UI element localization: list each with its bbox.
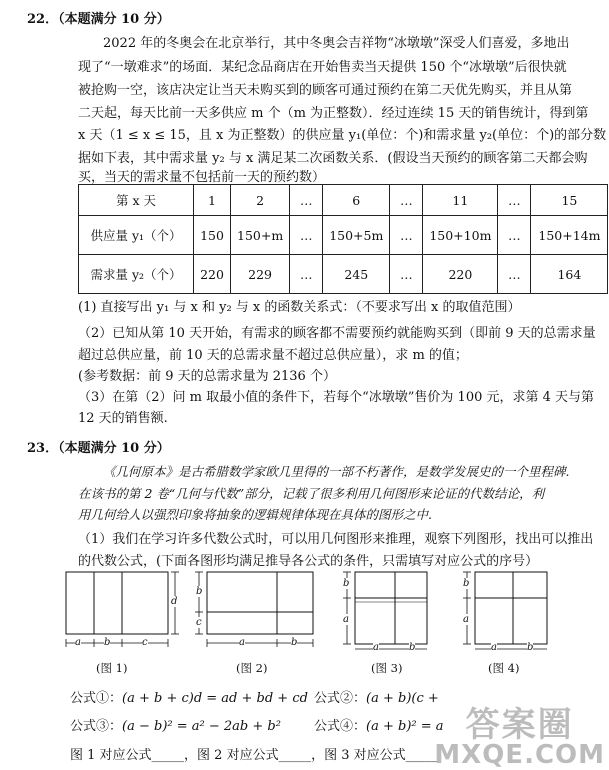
fig1-label-c: c (142, 637, 148, 648)
q23-intro-3: 用几何给人以强烈印象将抽象的逻辑规律体现在具体的图形之中. (78, 507, 432, 522)
q22-line-6: 据如下表，其中需求量 y₂ 与 x 满足某二次函数关系．(假设当天预约的顾客第二天都会购 (78, 151, 588, 166)
table-cell: 220 (194, 255, 231, 294)
fig3-label-b-left: b (343, 578, 350, 589)
fig3-label-a-left: a (343, 614, 349, 625)
formula-4-label: 公式④： (314, 719, 367, 734)
formula-4 (314, 715, 444, 734)
table-cell: 229 (231, 255, 290, 294)
fig2-label-b-left: b (196, 586, 203, 597)
fig4-label-a-bottom: a (491, 642, 497, 653)
fig2-caption: (图 2) (236, 661, 268, 675)
watermark-title: 答案圈 (465, 705, 574, 745)
q22-question-2c: (参考数据：前 9 天的总需求量为 2136 个） (78, 369, 336, 384)
formula-2-label: 公式②： (314, 691, 367, 706)
table-cell: 11 (423, 185, 498, 216)
table-row (79, 185, 608, 216)
formula-3-expression: (a − b)² = a² − 2ab + b² (122, 719, 281, 734)
table-cell: 245 (323, 255, 390, 294)
q22-question-3b: 12 天的销售额. (78, 411, 168, 426)
figure-2 (193, 568, 323, 650)
fig2-label-a-bottom: a (239, 637, 245, 648)
table-cell: 供应量 y₁（个） (79, 216, 194, 255)
figure-1 (60, 568, 185, 650)
table-cell: 2 (231, 185, 290, 216)
q22-line-5: x 天（1 ≤ x ≤ 15，且 x 为正整数）的供应量 y₁(单位：个)和需求量 y₂(单位：个)的部分数 (78, 128, 607, 143)
q22-line-2: 现了“一墩难求”的场面．某纪念品商店在开始售卖当天提供 150 个“冰墩墩”后很快就 (78, 60, 567, 75)
fig4-caption: (图 4) (488, 661, 520, 675)
table-row (79, 216, 608, 255)
table-cell: … (498, 255, 531, 294)
fig1-label-a: a (75, 637, 81, 648)
q22-line-3: 被抢购一空，该店决定让当天未购买到的顾客可通过预约在第二天优先购买，并且从第 (78, 83, 573, 98)
watermark-url: MXQE.COM (434, 740, 605, 770)
watermark (434, 705, 605, 770)
table-cell: … (290, 255, 323, 294)
q22-line-4: 二天起，每天比前一天多供应 m 个（m 为正整数）．经过连续 15 天的销售统计，得到第 (78, 106, 589, 121)
fig3-label-b-bottom: b (409, 642, 416, 653)
q23-part1-2: 的代数公式，(下面各图形均满足推导各公式的条件，只需填写对应公式的序号） (78, 554, 539, 569)
figure-3 (337, 568, 437, 652)
table-cell: 220 (423, 255, 498, 294)
fig2-label-b-bottom: b (291, 637, 298, 648)
formula-2 (314, 687, 439, 706)
fig4-label-b-left: b (463, 578, 470, 589)
q22-line-7: 买，当天的需求量不包括前一天的预约数） (78, 170, 326, 185)
table-cell: … (290, 185, 323, 216)
table-cell: … (390, 255, 423, 294)
fig1-label-d: d (171, 596, 178, 607)
fig1-label-b: b (104, 637, 111, 648)
table-cell: … (390, 216, 423, 255)
q22-question-3a: （3）在第（2）问 m 取最小值的条件下，若每个“冰墩墩”售价为 100 元，求第 4 天与第 (78, 390, 595, 405)
q22-header: 22．（本题满分 10 分） (27, 12, 170, 27)
table-cell: … (390, 185, 423, 216)
table-cell: 164 (531, 255, 608, 294)
q23-intro-2: 在该书的第 2 卷“几何与代数”部分，记载了很多利用几何图形来论证的代数结论，利 (78, 486, 545, 501)
table-cell: 150+10m (423, 216, 498, 255)
figure-4 (457, 568, 557, 652)
fig4-label-b-bottom: b (527, 642, 534, 653)
formula-4-expression: (a + b)² = a (366, 719, 444, 734)
table-cell: … (290, 216, 323, 255)
q22-question-1: (1) 直接写出 y₁ 与 x 和 y₂ 与 x 的函数关系式：（不要求写出 x 的取值范围） (78, 300, 521, 315)
table-row (79, 255, 608, 294)
fig4-label-a-left: a (463, 614, 469, 625)
q22-question-2b: 超过总供应量，前 10 天的总需求量不超过总供应量），求 m 的值； (78, 348, 468, 363)
fig3-label-a-bottom: a (373, 642, 379, 653)
table-cell: … (498, 185, 531, 216)
formula-1-expression: (a + b + c)d = ad + bd + cd (122, 691, 308, 706)
formula-1-label: 公式①： (70, 691, 123, 706)
q22-line-1: 2022 年的冬奥会在北京举行，其中冬奥会吉祥物“冰墩墩”深受人们喜爱，多地出 (103, 36, 570, 51)
q23-intro-1: 《几何原本》是古希腊数学家欧几里得的一部不朽著作，是数学发展史的一个里程碑. (103, 464, 570, 479)
table-cell: 6 (323, 185, 390, 216)
fig3-caption: (图 3) (371, 661, 403, 675)
formula-1 (70, 687, 308, 706)
table-cell: 150+14m (531, 216, 608, 255)
fig1-caption: (图 1) (96, 661, 128, 675)
q22-question-2a: （2）已知从第 10 天开始，有需求的顾客都不需要预约就能购买到（即前 9 天的总需求量 (78, 326, 596, 341)
q23-part1-1: （1）我们在学习许多代数公式时，可以用几何图形来推理，观察下列图形，找出可以推出 (78, 532, 594, 547)
answer-line: 图 1 对应公式_____，图 2 对应公式_____，图 3 对应公式_____， (70, 748, 452, 763)
formula-2-expression: (a + b)(c + (366, 691, 439, 706)
table-cell: … (498, 216, 531, 255)
table-cell: 1 (194, 185, 231, 216)
fig2-label-c-left: c (196, 617, 202, 628)
table-cell: 需求量 y₂（个） (79, 255, 194, 294)
table-cell: 150+m (231, 216, 290, 255)
table-cell: 第 x 天 (79, 185, 194, 216)
table-cell: 150+5m (323, 216, 390, 255)
q23-header: 23．（本题满分 10 分） (27, 441, 170, 456)
q22-data-table (78, 184, 608, 294)
formula-3 (70, 715, 281, 734)
table-cell: 150 (194, 216, 231, 255)
formula-3-label: 公式③： (70, 719, 123, 734)
table-cell: 15 (531, 185, 608, 216)
